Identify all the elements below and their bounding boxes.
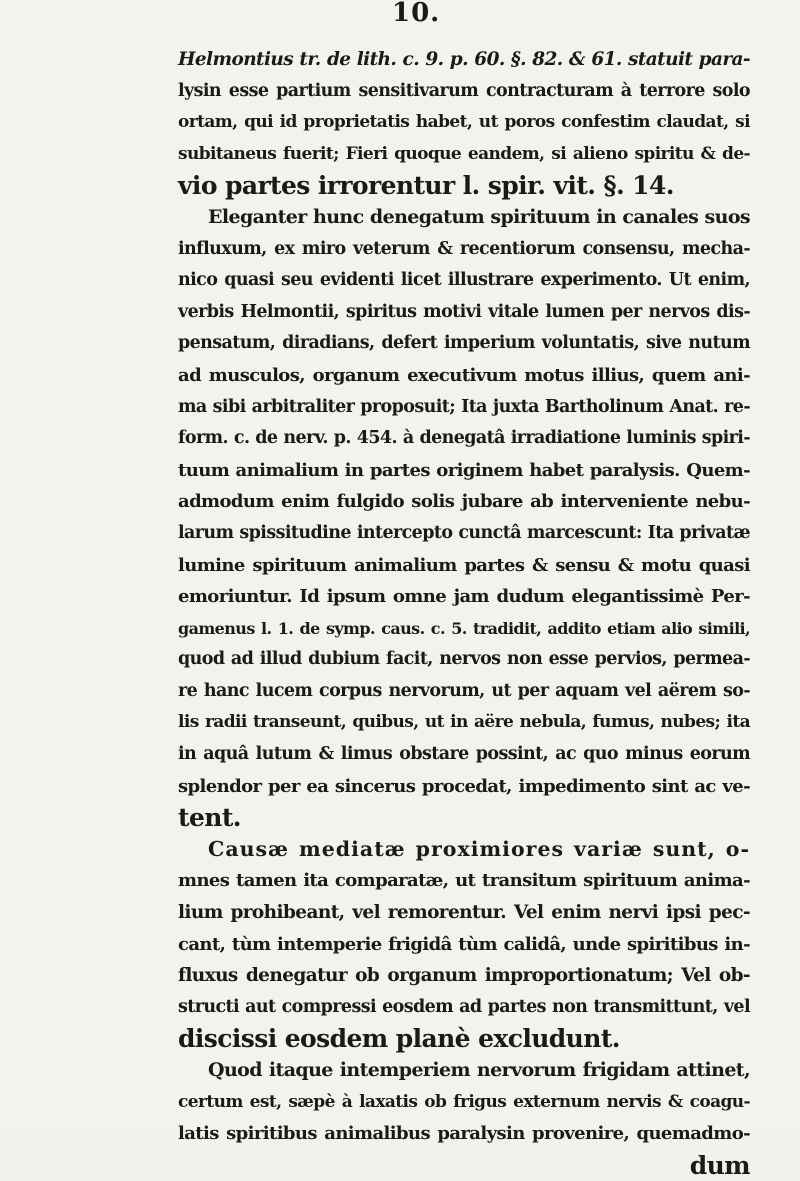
text-line: latis spiritibus animalibus paralysin provenire, quemadmo-	[178, 1123, 750, 1145]
text-line: ortam, qui id proprietatis habet, ut poros confestim claudat, si	[178, 112, 750, 133]
text-line: tuum animalium in partes originem habet paralysis. Quem-	[178, 459, 750, 481]
text-line: Eleganter hunc denegatum spirituum in canales suos	[208, 205, 750, 228]
text-line: lysin esse partium sensitivarum contracturam à terrore solo	[178, 80, 750, 101]
text-line: lis radii transeunt, quibus, ut in aëre nebula, fumus, nubes; ita	[178, 712, 750, 733]
text-line: vio partes irrorentur l. spir. vit. §. 14.	[178, 171, 674, 201]
text-line: pensatum, diradians, defert imperium voluntatis, sive nutum	[178, 333, 750, 354]
page-number: 10.	[392, 0, 441, 28]
text-line: re hanc lucem corpus nervorum, ut per aquam vel aërem so-	[178, 680, 750, 701]
text-line: form. c. de nerv. p. 454. à denegatâ irradiatione luminis spiri-	[178, 428, 750, 449]
text-line: discissi eosdem planè excludunt.	[178, 1024, 620, 1054]
text-line: ma sibi arbitraliter proposuit; Ita juxta Bartholinum Anat. re-	[178, 396, 750, 417]
text-line: splendor per ea sincerus procedat, impedimento sint ac ve-	[178, 775, 750, 797]
text-line: quod ad illud dubium facit, nervos non esse pervios, permea-	[178, 649, 750, 670]
catchword: dum	[689, 1150, 750, 1180]
text-line: in aquâ lutum & limus obstare possint, ac quo minus eorum	[178, 744, 750, 765]
text-line: fluxus denegatur ob organum improportionatum; Vel ob-	[178, 965, 750, 987]
text-line: larum spissitudine intercepto cunctâ marcescunt: Ita privatæ	[178, 522, 750, 543]
text-line: subitaneus fuerit; Fieri quoque eandem, si alieno spiritu & de-	[178, 143, 750, 164]
text-line: ad musculos, organum executivum motus illius, quem ani-	[178, 364, 750, 386]
text-line: nico quasi seu evidenti licet illustrare experimento. Ut enim,	[178, 270, 750, 291]
text-line: admodum enim fulgido solis jubare ab interveniente nebu-	[178, 491, 750, 513]
text-line: Helmontius tr. de lith. c. 9. p. 60. §. 82. & 61. statuit para-	[178, 49, 750, 70]
text-line: Quod itaque intemperiem nervorum frigidam attinet,	[208, 1059, 750, 1081]
text-line: structi aut compressi eosdem ad partes non transmittunt, vel	[178, 996, 750, 1017]
text-line: Causæ mediatæ proximiores variæ sunt, o-	[208, 836, 750, 861]
text-line: lumine spirituum animalium partes & sensu & motu quasi	[178, 554, 750, 576]
text-line: gamenus l. 1. de symp. caus. c. 5. tradidit, addito etiam alio simili,	[178, 618, 750, 638]
text-line: cant, tùm intemperie frigidâ tùm calidâ, unde spiritibus in-	[178, 933, 750, 955]
text-line: certum est, sæpè à laxatis ob frigus externum nervis & coagu-	[178, 1091, 750, 1112]
text-line: emoriuntur. Id ipsum omne jam dudum elegantissimè Per-	[178, 586, 750, 608]
text-line: mnes tamen ita comparatæ, ut transitum spirituum anima-	[178, 870, 750, 892]
text-line: lium prohibeant, vel remorentur. Vel enim nervi ipsi pec-	[178, 902, 750, 924]
text-line: tent.	[178, 803, 241, 833]
text-line: verbis Helmontii, spiritus motivi vitale lumen per nervos dis-	[178, 301, 750, 322]
body-text	[178, 44, 750, 1181]
text-line: influxum, ex miro veterum & recentiorum consensu, mecha-	[178, 238, 750, 259]
